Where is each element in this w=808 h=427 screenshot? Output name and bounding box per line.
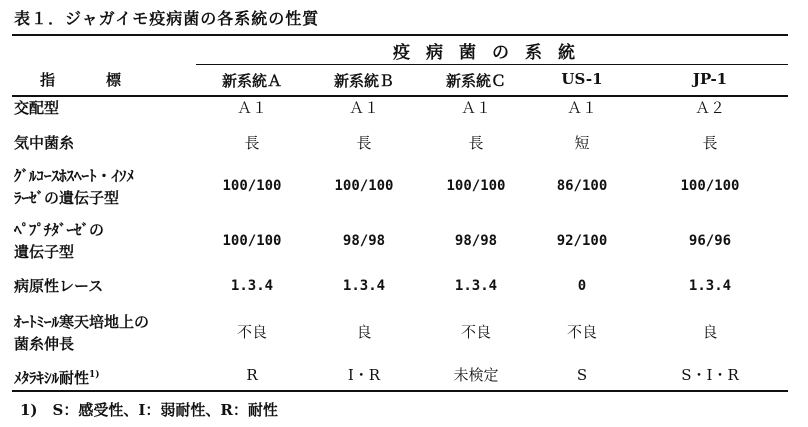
row-label-mating-type: 交配型 (14, 99, 60, 117)
table-cell: 不良 (460, 323, 491, 341)
table-cell: 100/100 (334, 178, 394, 194)
table-caption: 表１．ジャガイモ疫病菌の各系統の性質 (14, 9, 320, 28)
row-label-text: ﾒﾀﾗｷｼﾙ耐性 (14, 369, 90, 387)
table-cell: 100/100 (222, 233, 282, 249)
column-header-b: 新系統Ｂ (333, 72, 394, 90)
table-cell: Ａ１ (566, 99, 597, 117)
footnote-marker: 1) (89, 370, 100, 380)
table-cell: S (576, 366, 588, 384)
row-label-oatmeal-agar-growth: ｵｰﾄﾐｰﾙ寒天培地上の 菌糸伸長 (14, 313, 150, 353)
table-cell: Ａ１ (348, 99, 379, 117)
table-cell: 長 (468, 134, 484, 152)
column-header-a: 新系統Ａ (221, 72, 282, 90)
table-cell: 1.3.4 (230, 278, 274, 294)
group-header: 疫病菌の系統 (393, 43, 591, 63)
table-cell: 未検定 (453, 366, 499, 384)
table-cell: 98/98 (342, 233, 386, 249)
row-label-metalaxyl-resistance (14, 364, 196, 389)
table-cell: 86/100 (556, 178, 608, 194)
row-label-peptidase-genotype: ﾍﾟﾌﾟﾁﾀﾞｰｾﾞの 遺伝子型 (14, 221, 105, 261)
column-header-us1: US-1 (561, 70, 603, 88)
table-cell: 92/100 (556, 233, 608, 249)
bottom-rule (12, 390, 788, 392)
group-header-underline (196, 64, 788, 65)
table-cell: 100/100 (446, 178, 506, 194)
table-cell: 96/96 (688, 233, 732, 249)
table-cell: 不良 (236, 323, 267, 341)
table-cell: 長 (702, 134, 718, 152)
table-cell: 短 (574, 134, 590, 152)
table-cell: 長 (356, 134, 372, 152)
row-label-gpi-genotype: ｸﾞﾙｺｰｽﾎｽﾍｰﾄ・ｲｿﾒ ﾗｰｾﾞの遺伝子型 (14, 167, 135, 207)
table-cell: Ａ１ (236, 99, 267, 117)
table-cell: 1.3.4 (688, 278, 732, 294)
indicator-header: 指 標 (40, 71, 140, 89)
table-cell: 良 (356, 323, 372, 341)
column-header-c: 新系統Ｃ (445, 72, 506, 90)
table-cell: 100/100 (222, 178, 282, 194)
top-rule (12, 34, 788, 36)
table-cell: I・R (347, 366, 381, 384)
table-cell: 良 (702, 323, 718, 341)
footnote: 1) S：感受性、I：弱耐性、R：耐性 (20, 401, 278, 419)
table-cell: 1.3.4 (342, 278, 386, 294)
table-cell: Ａ２ (694, 99, 725, 117)
table-cell: 100/100 (680, 178, 740, 194)
table-cell: Ａ１ (460, 99, 491, 117)
table-cell: 98/98 (454, 233, 498, 249)
table-cell: 1.3.4 (454, 278, 498, 294)
table-cell: 0 (577, 278, 587, 294)
row-label-aerial-hyphae: 気中菌糸 (14, 134, 75, 152)
table-cell: 長 (244, 134, 260, 152)
row-label-pathogenic-race: 病原性レース (14, 277, 104, 295)
column-header-jp1: JP-1 (692, 70, 728, 88)
table-cell: R (246, 366, 258, 384)
table-cell: 不良 (566, 323, 597, 341)
table-cell: S・I・R (681, 366, 739, 384)
